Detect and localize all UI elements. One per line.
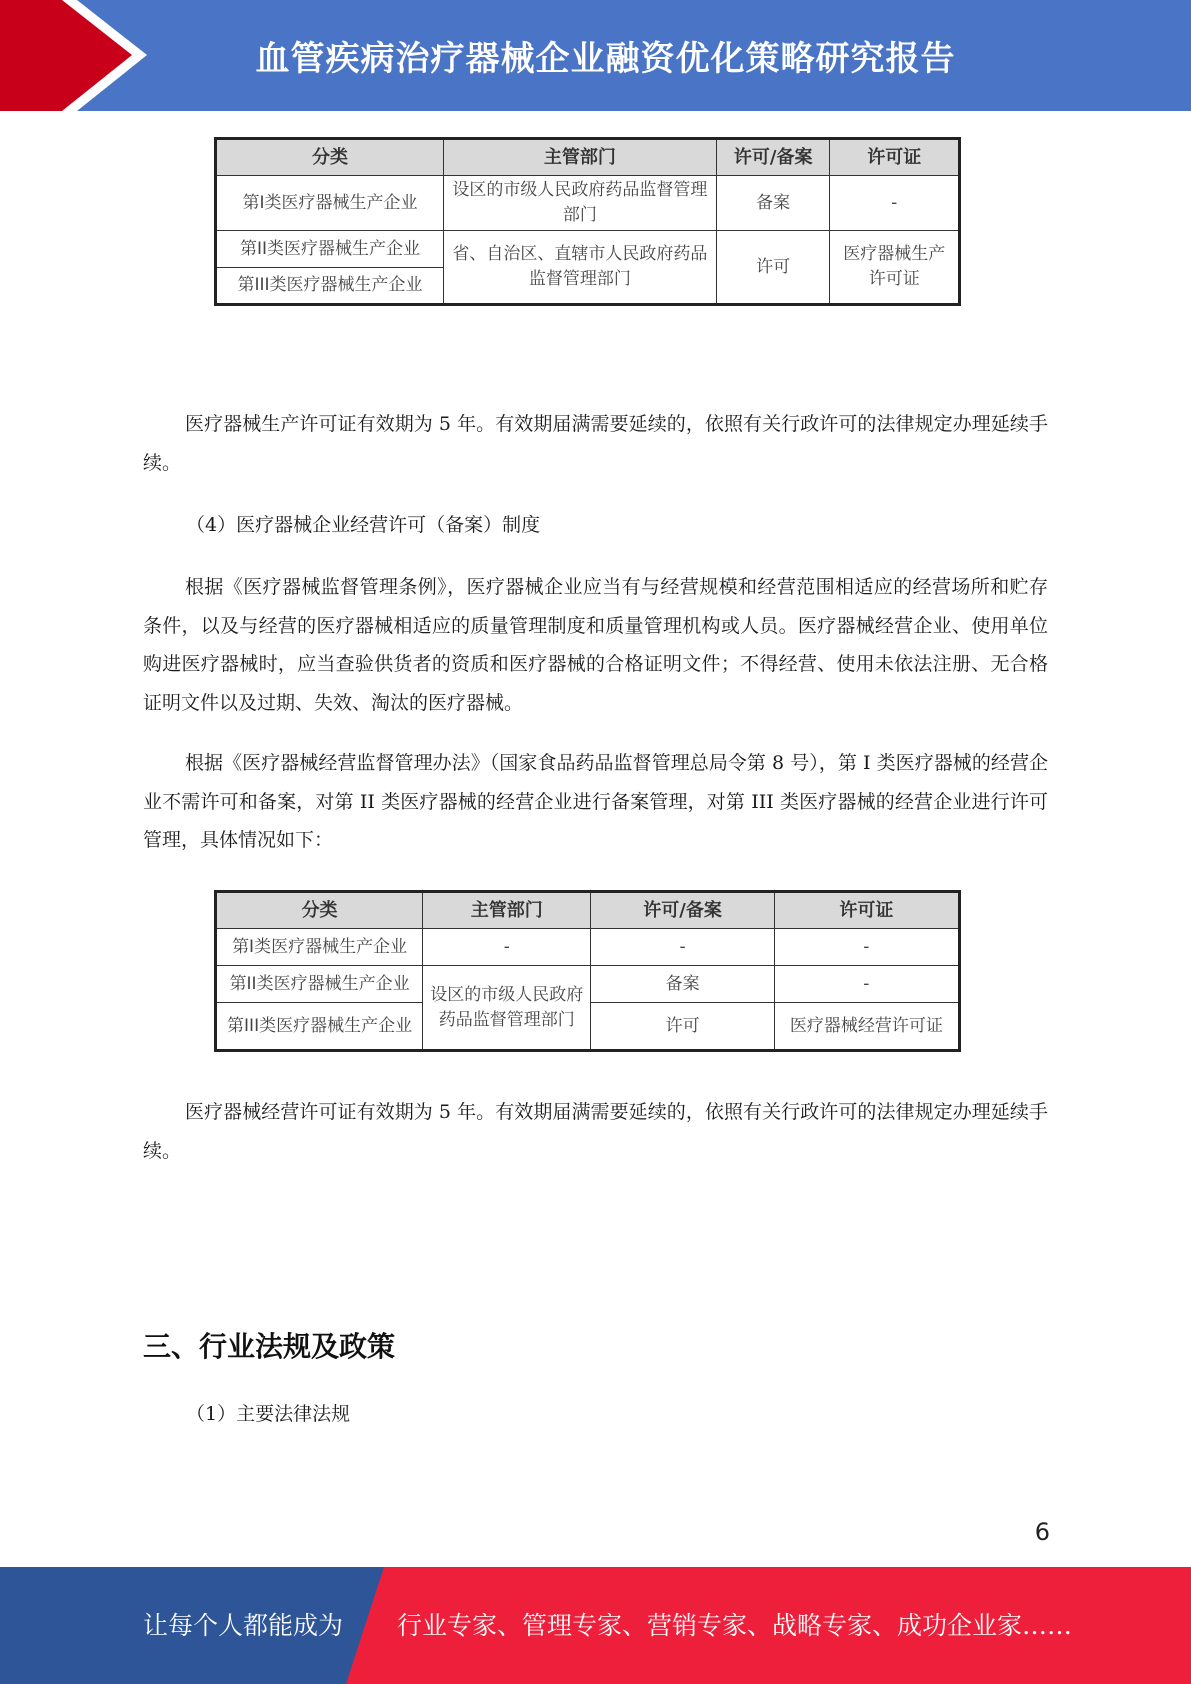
table-row: [216, 929, 960, 966]
table-header-row: [216, 892, 960, 929]
table-row: [216, 176, 960, 231]
permit-cell: -: [591, 929, 774, 966]
permit-cell: 备案: [716, 176, 830, 231]
report-title: 血管疾病治疗器械企业融资优化策略研究报告: [255, 39, 956, 79]
header-license: 许可证: [830, 139, 960, 176]
table-row: [216, 966, 960, 1003]
license-cell: -: [830, 176, 960, 231]
header-category: 分类: [216, 139, 444, 176]
footer-slogan-left: 让每个人都能成为: [143, 1611, 344, 1640]
license-cell: -: [774, 966, 959, 1003]
dept-cell: 设区的市级人民政府药品监督管理部门: [423, 966, 591, 1051]
header-category: 分类: [216, 892, 423, 929]
header-dept: 主管部门: [444, 139, 717, 176]
section-title-regulations: 三、行业法规及政策: [143, 1330, 396, 1363]
header-permit: 许可/备案: [716, 139, 830, 176]
dept-cell: 省、自治区、直辖市人民政府药品监督管理部门: [444, 231, 717, 305]
page-number: 6: [1034, 1518, 1050, 1546]
license-cell: -: [774, 929, 959, 966]
header-dept: 主管部门: [423, 892, 591, 929]
category-cell: 第I类医疗器械生产企业: [216, 176, 444, 231]
production-license-table: [214, 137, 961, 306]
permit-cell: 许可: [591, 1003, 774, 1051]
operation-license-table: [214, 890, 961, 1052]
header-permit: 许可/备案: [591, 892, 774, 929]
page-footer: [0, 1567, 1191, 1684]
license-cell: 医疗器械生产许可证: [830, 231, 960, 305]
paragraph-operation-measures: 根据《医疗器械经营监督管理办法》（国家食品药品监督管理总局令第 8 号），第 I 类医疗器械的经营企业不需许可和备案，对第 II 类医疗器械的经营企业进行备案管理，对第 III 类医疗器械的经营企业进行许可管理，具体情况如下：: [143, 752, 1048, 851]
permit-cell: 备案: [591, 966, 774, 1003]
table-row: [216, 231, 960, 268]
footer-slogan-right: 行业专家、管理专家、营销专家、战略专家、成功企业家……: [397, 1611, 1073, 1640]
table-header-row: [216, 139, 960, 176]
category-cell: 第III类医疗器械生产企业: [216, 1003, 423, 1051]
header-license: 许可证: [774, 892, 959, 929]
category-cell: 第I类医疗器械生产企业: [216, 929, 423, 966]
paragraph-operation-regulation: 根据《医疗器械监督管理条例》，医疗器械企业应当有与经营规模和经营范围相适应的经营场所和贮存条件，以及与经营的医疗器械相适应的质量管理制度和质量管理机构或人员。医疗器械经营企业、使用单位购进医疗器械时，应当查验供货者的资质和医疗器械的合格证明文件；不得经营、使用未依法注册、无合格证明文件以及过期、失效、淘汰的医疗器械。: [143, 576, 1048, 714]
category-cell: 第III类医疗器械生产企业: [216, 268, 444, 305]
license-cell: 医疗器械经营许可证: [774, 1003, 959, 1051]
dept-cell: 设区的市级人民政府药品监督管理部门: [444, 176, 717, 231]
subheading-operation-license: （4）医疗器械企业经营许可（备案）制度: [186, 514, 541, 536]
paragraph-production-validity: 医疗器械生产许可证有效期为 5 年。有效期届满需要延续的，依照有关行政许可的法律规定办理延续手续。: [143, 413, 1048, 474]
category-cell: 第II类医疗器械生产企业: [216, 966, 423, 1003]
permit-cell: 许可: [716, 231, 830, 305]
paragraph-operation-validity: 医疗器械经营许可证有效期为 5 年。有效期届满需要延续的，依照有关行政许可的法律规定办理延续手续。: [143, 1101, 1048, 1162]
subheading-main-laws: （1）主要法律法规: [186, 1403, 351, 1425]
page-header: [0, 0, 1191, 111]
category-cell: 第II类医疗器械生产企业: [216, 231, 444, 268]
dept-cell: -: [423, 929, 591, 966]
